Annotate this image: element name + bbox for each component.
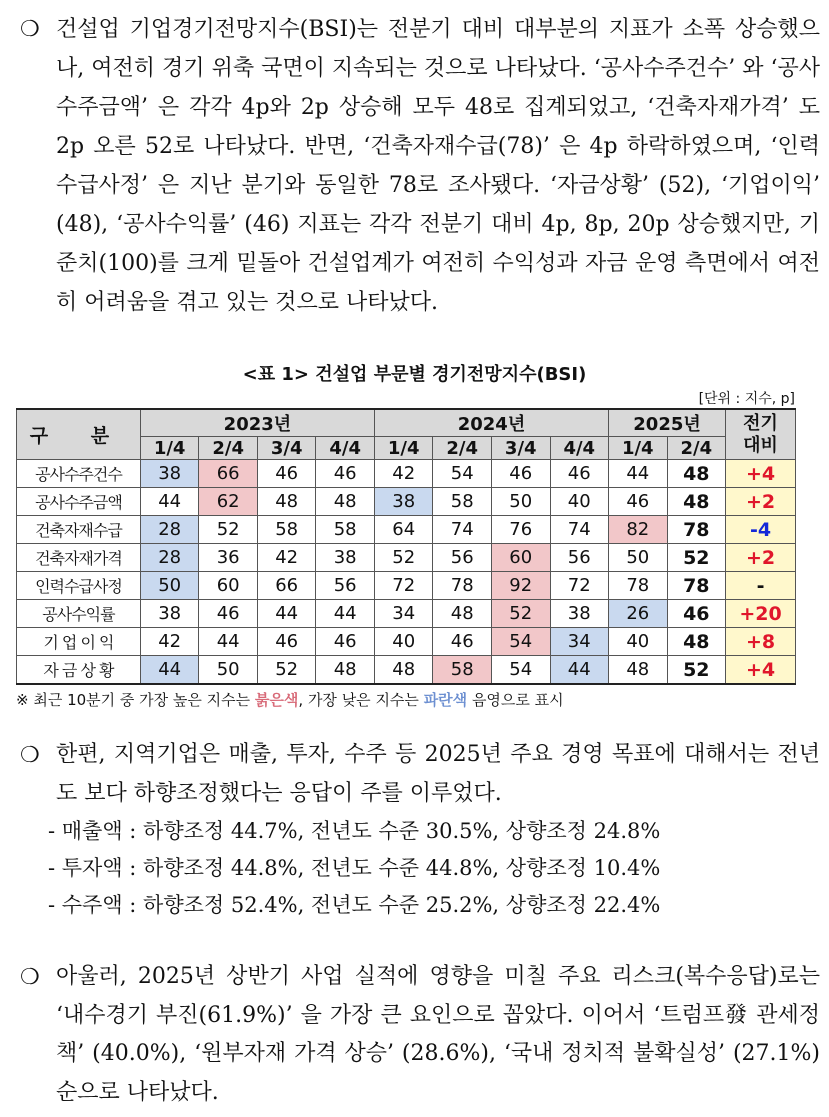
table-cell: 38 — [374, 488, 433, 516]
table-cell: 58 — [316, 516, 375, 544]
paragraph-text: 아울러, 2025년 상반기 사업 실적에 영향을 미칠 주요 리스크(복수응답)로는 ‘내수경기 부진(61.9%)’ 을 가장 큰 요인으로 꼽았다. 이어서 ‘트럼프發 관세정책’ (40.0%), ‘원부자재 가격 상승’ (28.6%), ‘국내 정치적 불확실성’ (27.1%) 순으로 나타났다. — [56, 964, 820, 1105]
change-cell: +20 — [726, 600, 796, 628]
table-cell: 34 — [550, 628, 609, 656]
table-cell: 78 — [667, 572, 726, 600]
target-list — [20, 813, 820, 924]
table-row — [17, 628, 796, 656]
paragraph-risks — [20, 958, 820, 1112]
table-cell: 42 — [257, 544, 316, 572]
table-cell: 54 — [491, 656, 550, 685]
table-cell: 64 — [374, 516, 433, 544]
note-prefix: ※ 최근 10분기 중 가장 높은 지수는 — [16, 691, 255, 709]
change-cell: - — [726, 572, 796, 600]
table-cell: 54 — [433, 460, 492, 488]
table-cell: 74 — [550, 516, 609, 544]
header-quarter: 2/4 — [433, 437, 492, 460]
note-red-word: 붉은색 — [254, 691, 299, 709]
bullet-icon: ❍ — [20, 743, 40, 768]
row-label: 인력수급사정 — [17, 572, 141, 600]
table-cell: 44 — [550, 656, 609, 685]
table-cell: 52 — [374, 544, 433, 572]
bullet-icon: ❍ — [20, 17, 40, 42]
table-cell: 46 — [257, 628, 316, 656]
table-cell: 44 — [140, 488, 199, 516]
table-unit: [단위 : 지수, p] — [698, 391, 795, 407]
table-cell: 40 — [374, 628, 433, 656]
table-cell: 72 — [550, 572, 609, 600]
table-row — [17, 460, 796, 488]
table-cell: 62 — [199, 488, 258, 516]
table-cell: 58 — [433, 656, 492, 685]
row-label: 건축자재가격 — [17, 544, 141, 572]
note-blue-word: 파란색 — [423, 691, 468, 709]
header-quarter: 4/4 — [550, 437, 609, 460]
header-category: 구 분 — [17, 409, 141, 460]
table-cell: 48 — [374, 656, 433, 685]
header-change-line: 대비 — [743, 434, 778, 456]
table-cell: 46 — [316, 460, 375, 488]
table-cell: 52 — [257, 656, 316, 685]
table-cell: 38 — [316, 544, 375, 572]
row-label: 공사수주건수 — [17, 460, 141, 488]
table-cell: 52 — [667, 656, 726, 685]
table-cell: 28 — [140, 516, 199, 544]
table-note — [16, 689, 564, 710]
change-cell: +8 — [726, 628, 796, 656]
table-cell: 46 — [199, 600, 258, 628]
row-label: 자 금 상 황 — [17, 656, 141, 685]
table-cell: 46 — [667, 600, 726, 628]
table-cell: 34 — [374, 600, 433, 628]
table-cell: 76 — [491, 516, 550, 544]
table-cell: 44 — [140, 656, 199, 685]
paragraph-text: 한편, 지역기업은 매출, 투자, 수주 등 2025년 주요 경영 목표에 대해서는 전년도 보다 하향조정했다는 응답이 주를 이루었다. — [56, 742, 820, 806]
table-cell: 44 — [199, 628, 258, 656]
table-cell: 40 — [550, 488, 609, 516]
header-year-2024: 2024년 — [374, 409, 608, 437]
table-cell: 46 — [257, 460, 316, 488]
table-row — [17, 516, 796, 544]
table-cell: 48 — [667, 488, 726, 516]
header-year-2025: 2025년 — [609, 409, 726, 437]
table-cell: 38 — [140, 600, 199, 628]
table-cell: 56 — [550, 544, 609, 572]
table-cell: 82 — [609, 516, 668, 544]
paragraph-bsi-summary — [20, 10, 820, 322]
table-row — [17, 600, 796, 628]
table-cell: 78 — [433, 572, 492, 600]
table-cell: 52 — [199, 516, 258, 544]
row-label: 공사수익률 — [17, 600, 141, 628]
table-row — [17, 488, 796, 516]
table-cell: 42 — [140, 628, 199, 656]
change-cell: +4 — [726, 656, 796, 685]
header-year-2023: 2023년 — [140, 409, 374, 437]
paragraph-business-targets — [20, 736, 820, 924]
table-title: <표 1> 건설업 부문별 경기전망지수(BSI) — [242, 364, 587, 385]
table-cell: 38 — [140, 460, 199, 488]
header-quarter: 3/4 — [491, 437, 550, 460]
header-quarter: 1/4 — [140, 437, 199, 460]
table-cell: 50 — [199, 656, 258, 685]
table-cell: 72 — [374, 572, 433, 600]
bullet-icon: ❍ — [20, 965, 40, 990]
note-suffix: 음영으로 표시 — [467, 691, 564, 709]
header-change — [726, 409, 796, 460]
table-cell: 56 — [433, 544, 492, 572]
table-cell: 50 — [140, 572, 199, 600]
table-cell: 48 — [433, 600, 492, 628]
header-quarter: 1/4 — [374, 437, 433, 460]
table-cell: 74 — [433, 516, 492, 544]
table-cell: 56 — [316, 572, 375, 600]
table-cell: 26 — [609, 600, 668, 628]
note-middle: , 가장 낮은 지수는 — [298, 691, 424, 709]
table-cell: 78 — [609, 572, 668, 600]
table-cell: 48 — [609, 656, 668, 685]
row-label: 기 업 이 익 — [17, 628, 141, 656]
list-item-sales: - 매출액 : 하향조정 44.7%, 전년도 수준 30.5%, 상향조정 24.8% — [48, 819, 661, 843]
table-cell: 58 — [257, 516, 316, 544]
table-cell: 66 — [199, 460, 258, 488]
table-cell: 58 — [433, 488, 492, 516]
table-cell: 44 — [257, 600, 316, 628]
table-cell: 78 — [667, 516, 726, 544]
table-cell: 28 — [140, 544, 199, 572]
header-quarter: 2/4 — [667, 437, 726, 460]
row-label: 공사수주금액 — [17, 488, 141, 516]
table-cell: 66 — [257, 572, 316, 600]
paragraph-text: 건설업 기업경기전망지수(BSI)는 전분기 대비 대부분의 지표가 소폭 상승했으나, 여전히 경기 위축 국면이 지속되는 것으로 나타났다. ‘공사수주건수’ 와 ‘공사수주금액’ 은 각각 4p와 2p 상승해 모두 48로 집계되었고, ‘건축자재가격’ 도 2p 오른 52로 나타났다. 반면, ‘건축자재수급(78)’ 은 4p 하락하였으며, ‘인력수급사정’ 은 지난 분기와 동일한 78로 조사됐다. ‘자금상황’ (52), ‘기업이익’ (48), ‘공사수익률’ (46) 지표는 각각 전분기 대비 4p, 8p, 20p 상승했지만, 기준치(100)를 크게 밑돌아 건설업계가 여전히 수익성과 자금 운영 측면에서 여전히 어려움을 겪고 있는 것으로 나타났다. — [56, 17, 820, 315]
table-cell: 60 — [199, 572, 258, 600]
table-cell: 48 — [316, 656, 375, 685]
table-cell: 50 — [491, 488, 550, 516]
table-cell: 46 — [316, 628, 375, 656]
list-item-investment: - 투자액 : 하향조정 44.8%, 전년도 수준 44.8%, 상향조정 10.4% — [48, 856, 661, 880]
table-cell: 52 — [491, 600, 550, 628]
table-cell: 36 — [199, 544, 258, 572]
table-row — [17, 572, 796, 600]
table-cell: 42 — [374, 460, 433, 488]
table-cell: 92 — [491, 572, 550, 600]
table-cell: 46 — [550, 460, 609, 488]
table-cell: 52 — [667, 544, 726, 572]
change-cell: +2 — [726, 488, 796, 516]
table-cell: 48 — [667, 460, 726, 488]
header-change-line: 전기 — [743, 412, 778, 434]
header-quarter: 2/4 — [199, 437, 258, 460]
table-cell: 46 — [433, 628, 492, 656]
table-row — [17, 544, 796, 572]
table-cell: 50 — [609, 544, 668, 572]
table-cell: 54 — [491, 628, 550, 656]
table-cell: 44 — [316, 600, 375, 628]
table-cell: 38 — [550, 600, 609, 628]
table-cell: 46 — [609, 488, 668, 516]
table-cell: 48 — [316, 488, 375, 516]
change-cell: -4 — [726, 516, 796, 544]
table-cell: 44 — [609, 460, 668, 488]
table-row — [17, 656, 796, 685]
header-quarter: 3/4 — [257, 437, 316, 460]
change-cell: +2 — [726, 544, 796, 572]
bsi-table — [16, 408, 796, 685]
list-item-orders: - 수주액 : 하향조정 52.4%, 전년도 수준 25.2%, 상향조정 22.4% — [48, 893, 661, 917]
change-cell: +4 — [726, 460, 796, 488]
header-quarter: 1/4 — [609, 437, 668, 460]
table-cell: 40 — [609, 628, 668, 656]
header-quarter: 4/4 — [316, 437, 375, 460]
row-label: 건축자재수급 — [17, 516, 141, 544]
table-cell: 48 — [667, 628, 726, 656]
table-cell: 60 — [491, 544, 550, 572]
table-cell: 48 — [257, 488, 316, 516]
table-cell: 46 — [491, 460, 550, 488]
